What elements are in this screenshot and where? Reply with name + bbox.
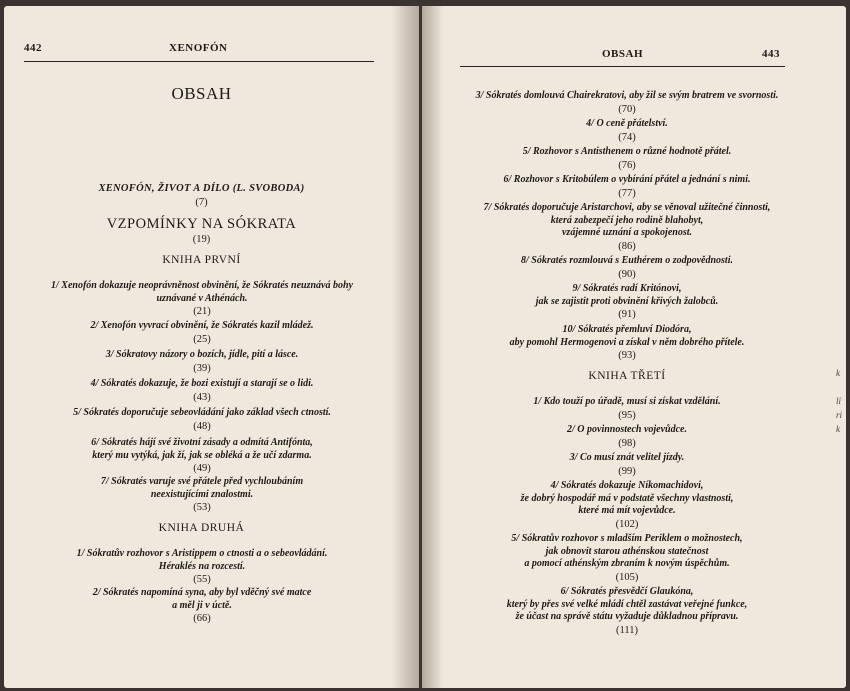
entry-line: 8/ Sókratés rozmlouvá s Euthérem o zodpovědnosti.	[521, 255, 733, 266]
right-running-head: OBSAH	[602, 48, 644, 60]
toc-entry	[22, 587, 382, 625]
toc-entry	[452, 283, 802, 321]
toc-entry	[452, 452, 802, 478]
entry-line: 6/ Sókratés přesvědčí Glaukóna,	[560, 586, 694, 597]
entry-line: vzájemné uznání a spokojenost.	[561, 227, 693, 238]
entry-line: 2/ O povinnostech vojevůdce.	[567, 424, 687, 435]
toc-entry	[452, 424, 802, 450]
entry-line: aby pomohl Hermogenovi a získal v něm dobrého přítele.	[509, 336, 745, 348]
entry-line: 5/ Sókratés doporučuje sebeovládání jako základ všech ctností.	[73, 407, 331, 418]
gutter-shadow-right	[422, 6, 444, 688]
entry-line: který by přes své velké mládí chtěl zastávat veřejné funkce,	[506, 598, 748, 610]
toc-entry	[452, 586, 802, 637]
entry-line: 7/ Sókratés doporučuje Aristarchovi, aby se věnoval užitečné činnosti,	[483, 202, 771, 213]
entry-page: (53)	[193, 502, 211, 513]
entry-line: 2/ Sókratés napomíná syna, aby byl vděčný své matce	[92, 587, 312, 598]
entry-page: (21)	[193, 306, 211, 317]
toc-entry	[452, 396, 802, 422]
entry-page: (48)	[193, 420, 211, 432]
left-page-number: 442	[24, 42, 42, 54]
entry-line: 3/ Sókratovy názory o bozích, jídle, pití a lásce.	[105, 349, 299, 360]
book2-heading: KNIHA DRUHÁ	[158, 522, 245, 534]
entry-page: (70)	[618, 103, 636, 115]
entry-page: (90)	[618, 268, 636, 280]
entry-line: jak se zajistit proti obvinění křivých žalobců.	[535, 295, 719, 307]
book3-heading: KNIHA TŘETÍ	[588, 370, 666, 382]
entry-page: (76)	[618, 159, 636, 171]
entry-page: (102)	[615, 518, 639, 530]
right-header-rule	[460, 66, 785, 67]
entry-line: které má mít vojevůdce.	[578, 505, 676, 516]
toc-entry	[22, 280, 382, 318]
entry-line: Héraklés na rozcestí.	[158, 560, 246, 572]
toc-entry	[22, 476, 382, 514]
entry-page: (55)	[193, 574, 211, 585]
right-page-number: 443	[762, 48, 780, 60]
entry-page: (66)	[193, 613, 211, 624]
toc-title: OBSAH	[171, 84, 232, 103]
entry-line: 1/ Kdo touží po úřadě, musí si získat vzdělání.	[533, 396, 721, 407]
intro-title: XENOFÓN, ŽIVOT A DÍLO (L. SVOBODA)	[98, 183, 305, 194]
entry-line: že dobrý hospodář má v podstatě všechny vlastnosti,	[520, 492, 734, 504]
toc-entry	[22, 378, 382, 404]
book1-heading: KNIHA PRVNÍ	[162, 254, 241, 266]
left-page	[4, 6, 419, 688]
entry-line: 6/ Rozhovor s Kritobúlem o vybírání přátel a jednání s nimi.	[503, 174, 751, 185]
entry-line: že účast na správě státu vyžaduje důkladnou přípravu.	[515, 611, 739, 622]
entry-line: uznávané v Athénách.	[156, 292, 248, 304]
toc-entry	[22, 320, 382, 346]
entry-line: 4/ Sókratés dokazuje, že bozi existují a starají se o lidi.	[90, 378, 314, 389]
entry-page: (93)	[618, 350, 636, 361]
entry-line: 6/ Sókratés hájí své životní zásady a odmítá Antifónta,	[91, 437, 313, 448]
gutter-shadow-left	[391, 6, 419, 688]
entry-page: (91)	[618, 309, 636, 320]
toc-entry	[452, 533, 802, 584]
entry-page: (98)	[618, 437, 636, 449]
entry-line: neexistujícími znalostmi.	[150, 488, 254, 500]
entry-page: (111)	[616, 624, 638, 636]
toc-entry	[452, 90, 802, 116]
intro-entry	[24, 183, 379, 209]
toc-entry	[452, 480, 802, 531]
work-entry	[24, 216, 379, 246]
entry-page: (49)	[193, 463, 211, 474]
toc-entry	[452, 118, 802, 144]
entry-page: (99)	[618, 465, 636, 477]
entry-line: 5/ Rozhovor s Antisthenem o různé hodnotě přátel.	[522, 146, 732, 157]
toc-entry	[22, 548, 382, 586]
work-page: (19)	[192, 234, 211, 245]
entry-page: (39)	[193, 362, 211, 374]
work-title: VZPOMÍNKY NA SÓKRATA	[106, 216, 297, 232]
toc-entry	[452, 146, 802, 172]
right-page	[422, 6, 846, 688]
entry-page: (95)	[618, 409, 636, 421]
toc-entry	[452, 255, 802, 281]
entry-page: (77)	[618, 187, 636, 199]
entry-line: 10/ Sókratés přemluví Diodóra,	[562, 324, 692, 335]
entry-line: 2/ Xenofón vyvrací obvinění, že Sókratés kazil mládež.	[90, 320, 314, 331]
entry-line: 3/ Co musí znát velitel jízdy.	[569, 452, 685, 463]
entry-line: 1/ Sókratův rozhovor s Aristippem o ctnosti a o sebeovládání.	[76, 548, 328, 559]
toc-entry	[22, 349, 382, 375]
entry-line: který mu vytýká, jak ží, jak se obléká a že učí zdarma.	[92, 449, 312, 461]
entry-page: (86)	[618, 240, 636, 252]
toc-entry	[452, 174, 802, 200]
entry-line: 3/ Sókratés domlouvá Chairekratovi, aby žil se svým bratrem ve svornosti.	[475, 90, 779, 101]
toc-entry	[452, 202, 802, 253]
entry-line: 1/ Xenofón dokazuje neoprávněnost obvinění, že Sókratés neuznává bohy	[51, 280, 353, 291]
left-header-rule	[24, 61, 374, 62]
entry-line: která zabezpečí jeho rodině blahobyt,	[550, 214, 704, 226]
show-through-marks: k li ri k	[835, 368, 842, 434]
toc-entry	[22, 407, 382, 433]
intro-page: (7)	[195, 196, 208, 208]
entry-page: (25)	[193, 333, 211, 345]
entry-line: 4/ O ceně přátelství.	[586, 118, 668, 129]
entry-page: (105)	[615, 571, 639, 583]
toc-entry	[452, 324, 802, 362]
entry-line: a pomocí athénským zbraním k novým úspěchům.	[524, 558, 730, 569]
entry-line: 7/ Sókratés varuje své přátele před vychloubáním	[100, 476, 304, 487]
entry-page: (74)	[618, 131, 636, 143]
left-running-head: XENOFÓN	[169, 42, 228, 54]
entry-line: jak obnovit starou athénskou statečnost	[545, 545, 709, 557]
toc-entry	[22, 437, 382, 475]
entry-line: 5/ Sókratův rozhovor s mladším Periklem o možnostech,	[511, 533, 743, 544]
entry-page: (43)	[193, 391, 211, 403]
entry-line: a měl ji v úctě.	[172, 599, 232, 611]
entry-line: 4/ Sókratés dokazuje Níkomachidovi,	[550, 480, 704, 491]
entry-line: 9/ Sókratés radí Kritónovi,	[572, 283, 682, 294]
